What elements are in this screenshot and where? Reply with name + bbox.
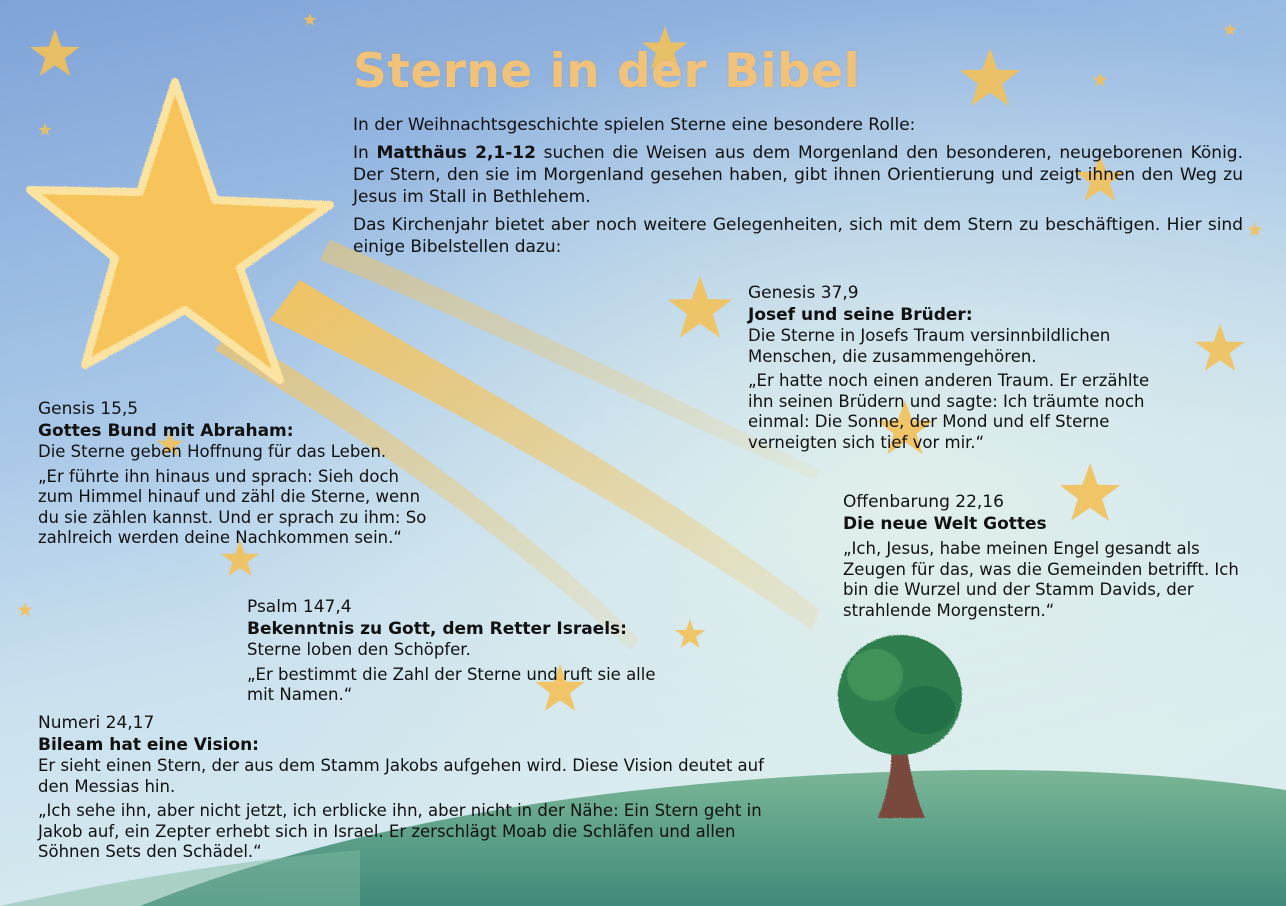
section-heading: Bekenntnis zu Gott, dem Retter Israels: (247, 619, 627, 639)
section-genesis-15 (38, 398, 438, 553)
page-title: Sterne in der Bibel (353, 44, 861, 99)
section-text: Er sieht einen Stern, der aus dem Stamm Jakobs aufgehen wird. Diese Vision deutet auf den Messias hin. (38, 756, 764, 796)
section-heading: Josef und seine Brüder: (748, 305, 973, 325)
section-genesis-37 (748, 282, 1168, 457)
bible-reference: Psalm 147,4 (247, 597, 352, 617)
intro-matthew-paragraph: In Matthäus 2,1-12 suchen die Weisen aus dem Morgenland den besonderen, neugeborenen König. Der Stern, den sie im Morgenland gesehen haben, gibt ihnen Orientierung und zeigt ihnen den Weg zu Jesus im Stall in Bethlehem. (353, 143, 1244, 207)
matthew-reference: Matthäus 2,1-12 (376, 143, 536, 163)
bible-reference: Gensis 15,5 (38, 399, 139, 419)
section-quote: „Ich sehe ihn, aber nicht jetzt, ich erblicke ihn, aber nicht in der Nähe: Ein Stern geht in Jakob auf, ein Zepter erhebt sich in Israel. Er zerschlägt Moab die Schläfen und allen Söhnen Sets den Schädel.“ (38, 801, 762, 861)
section-text: Die Sterne in Josefs Traum versinnbildlichen Menschen, die zusammengehören. (748, 326, 1111, 366)
section-heading: Die neue Welt Gottes (843, 514, 1047, 534)
bible-reference: Offenbarung 22,16 (843, 492, 1004, 512)
intro-church-year-paragraph: Das Kirchenjahr bietet aber noch weitere Gelegenheiten, sich mit dem Stern zu beschäftigen. Hier sind einige Bibelstellen dazu: (353, 215, 1243, 257)
section-quote: „Ich, Jesus, habe meinen Engel gesandt als Zeugen für das, was die Gemeinden betrifft. Ich bin die Wurzel und der Stamm Davids, der strahlende Morgenstern.“ (843, 539, 1239, 620)
section-quote: „Er führte ihn hinaus und sprach: Sieh doch zum Himmel hinauf und zähl die Sterne, wenn du sie zählen kannst. Und er sprach zu ihm: So zahlreich werden deine Nachkommen sein.“ (38, 466, 427, 547)
intro-line: In der Weihnachtsgeschichte spielen Sterne eine besondere Rolle: (353, 115, 916, 135)
section-heading: Gottes Bund mit Abraham: (38, 421, 294, 441)
bible-reference: Numeri 24,17 (38, 713, 155, 733)
section-text: Sterne loben den Schöpfer. (247, 640, 471, 659)
section-heading: Bileam hat eine Vision: (38, 735, 259, 755)
section-quote: „Er bestimmt die Zahl der Sterne und ruft sie alle mit Namen.“ (247, 664, 656, 704)
section-text: Die Sterne geben Hoffnung für das Leben. (38, 442, 387, 461)
intro-section (353, 114, 1243, 264)
bible-reference: Genesis 37,9 (748, 283, 859, 303)
section-quote: „Er hatte noch einen anderen Traum. Er erzählte ihn seinen Brüdern und sagte: Ich träumte noch einmal: Die Sonne, der Mond und elf Sterne verneigten sich tief vor mir.“ (748, 371, 1150, 452)
section-offenbarung (843, 491, 1248, 625)
section-psalm (247, 596, 677, 710)
section-numeri (38, 712, 793, 867)
